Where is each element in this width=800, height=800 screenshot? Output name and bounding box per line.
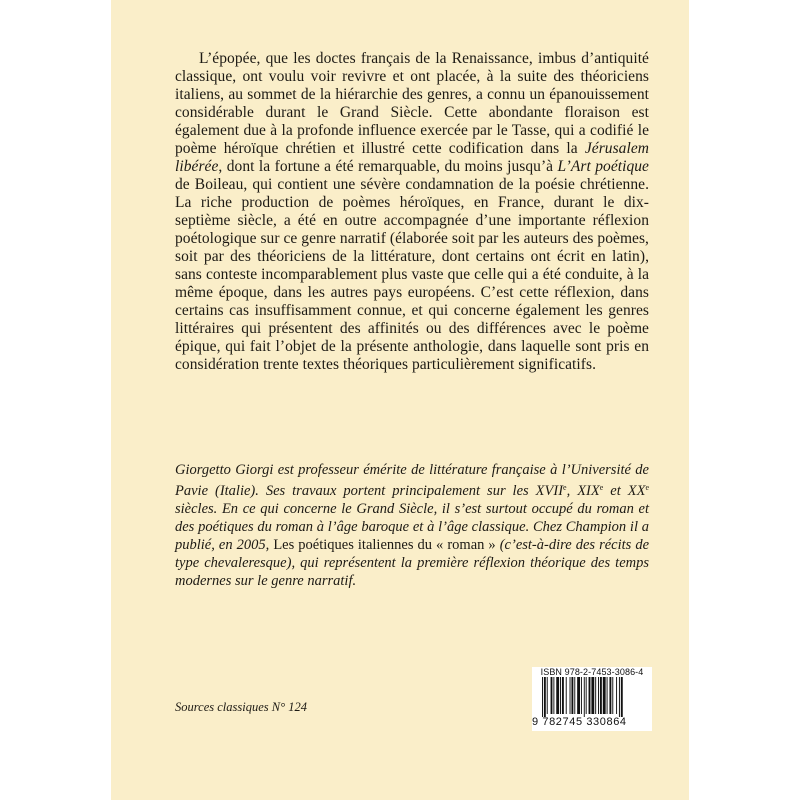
bio-text-part: (c’est-à-dire des récits de type chevaleresque), qui représentent la première réflexion théorique des temps modernes sur le genre narratif. [175,537,650,589]
blurb-paragraph [175,50,649,374]
bio-separator: et [603,483,628,499]
isbn-number: ISBN 978-2-7453-3086-4 [540,667,644,677]
century-20: XX [627,483,646,499]
series-label: Sources classiques N° 124 [175,700,307,714]
barcode-icon [532,677,652,717]
isbn-barcode [532,667,652,731]
century-17: XVII [535,483,564,499]
book-back-cover [111,0,689,800]
century-suffix: e [645,483,650,492]
century-19: XIX [577,483,600,499]
blurb-text [175,50,649,374]
title-jerusalem-liberee: Jérusalem libérée [175,140,649,175]
blurb-text-part: , dont la fortune a été remarquable, du moins jusqu’à [218,158,558,175]
author-bio [175,461,649,590]
blurb-text-part: L’épopée, que les doctes français de la Renaissance, imbus d’antiquité classique, ont voulu voir revivre et ont placée, à la suite des théoriciens italiens, au sommet de la hiérarchie des genres, a connu un épanouissement considérable durant le Grand Siècle. Cette abondante floraison est également due à la profonde influence exercée par le Tasse, qui a codifié le poème héroïque chrétien et illustré cette codification dans la [175,50,649,157]
title-art-poetique: L’Art poétique [557,158,649,175]
author-bio-paragraph [175,461,649,590]
bio-separator: , [566,483,578,499]
bio-text-part: Giorgetto Giorgi est professeur émérite de littérature française à l’Université de Pavie (Italie). Ses travaux portent principalement sur les [175,462,649,499]
blurb-text-part: de Boileau, qui contient une sévère condamnation de la poésie chrétienne. La riche production de poèmes héroïques, en France, durant le dix-septième siècle, a été en outre accompagnée d’une importante réflexion poétologique sur ce genre narratif (élaborée soit par les auteurs des poèmes, soit par des théoriciens de la littérature, dont certains ont écrit en latin), sans conteste incomparablement plus vaste que celle qui a été conduite, à la même époque, dans les autres pays européens. C’est cette réflexion, dans certains cas insuffisamment connue, et qui concerne également les genres littéraires qui présentent des affinités ou des différences avec le poème épique, qui fait l’objet de la présente anthologie, dans laquelle sont pris en considération trente textes théoriques particulièrement significatifs. [175,176,649,373]
barcode-digits: 9 782745 330864 [532,716,627,728]
title-poetiques-italiennes: Les poétiques italiennes du « roman » [273,537,496,553]
century-suffix: e [563,483,567,492]
century-suffix: e [599,483,604,492]
bio-text-part: siècles. En ce qui concerne le Grand Siècle, il s’est surtout occupé du roman et des poétiques du roman à l’âge baroque et à l’âge classique. Chez Champion il a publié, en 2005, [175,501,649,553]
